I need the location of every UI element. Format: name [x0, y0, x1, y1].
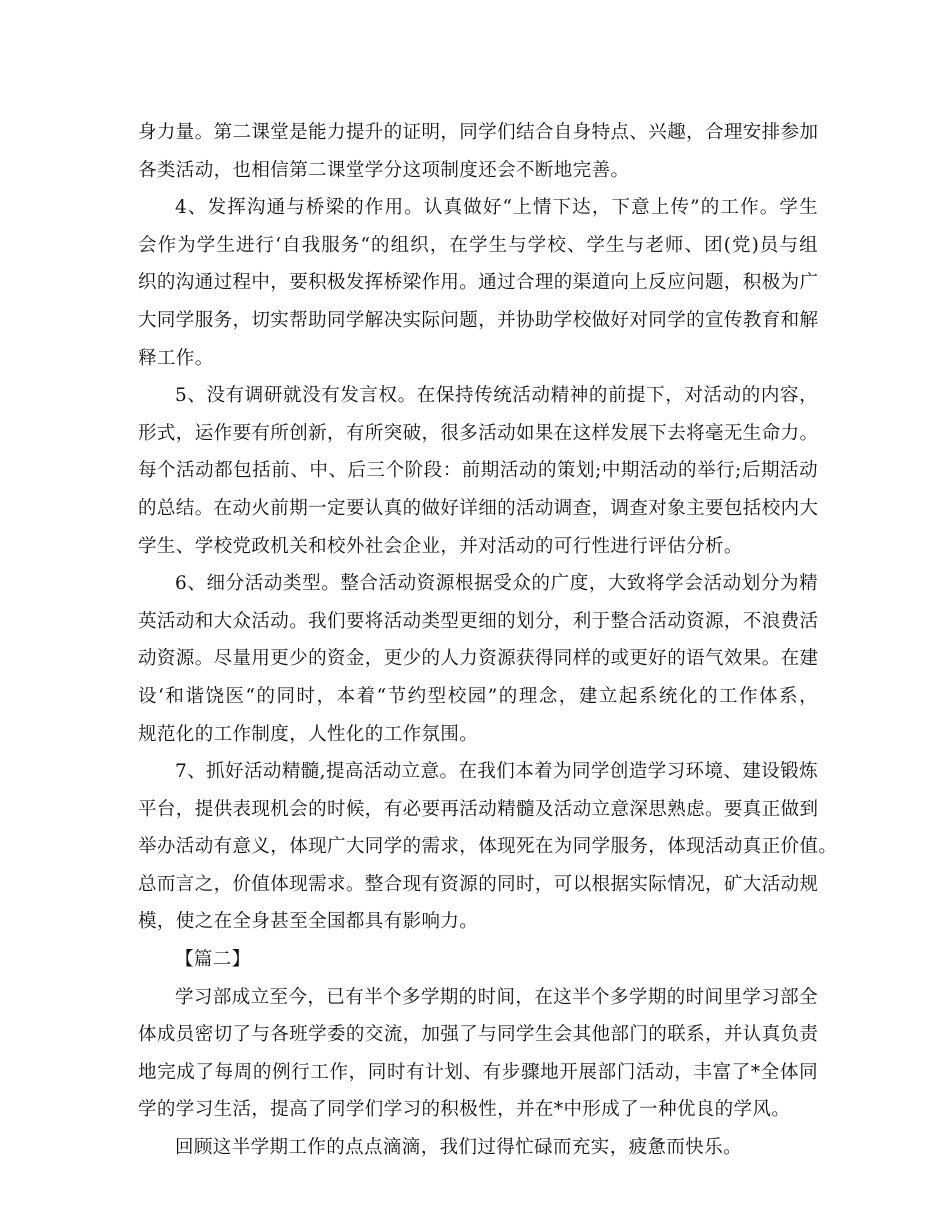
text-line: 形式，运作要有所创新，有所突破，很多活动如果在这样发展下去将毫无生命力。	[138, 422, 819, 444]
text-line: 的总结。在动火前期一定要认真的做好详细的活动调查，调查对象主要包括校内大	[138, 497, 819, 519]
text-line: 地完成了每周的例行工作，同时有计划、有步骤地开展部门活动，丰富了*全体同	[138, 1061, 818, 1083]
paragraph-item-6	[138, 565, 818, 753]
text-line: 回顾这半学期工作的点点滴滴，我们过得忙碌而充实，疲惫而快乐。	[175, 1137, 743, 1159]
paragraph-intro	[138, 979, 818, 1129]
text-line: 6、细分活动类型。整合活动资源根据受众的广度，大致将学会活动划分为精	[175, 573, 818, 595]
text-line: 英活动和大众活动。我们要将活动类型更细的划分，利于整合活动资源，不浪费活	[138, 610, 819, 632]
text-line: 模，使之在全身甚至全国都具有影响力。	[138, 911, 479, 933]
paragraph-item-4	[138, 189, 818, 377]
text-line: 织的沟通过程中，要积极发挥桥梁作用。通过合理的渠道向上反应问题，积极为广	[138, 272, 819, 294]
text-line: 7、抓好活动精髓,提高活动立意。在我们本着为同学创造学习环境、建设锻炼	[175, 761, 818, 783]
text-line: 动资源。尽量用更少的资金，更少的人力资源获得同样的或更好的语气效果。在建	[138, 648, 819, 670]
text-line: 各类活动，也相信第二课堂学分这项制度还会不断地完善。	[138, 159, 630, 181]
section-heading: 【篇二】	[175, 949, 251, 971]
paragraph-item-5	[138, 377, 818, 565]
text-line: 举办活动有意义，体现广大同学的需求，体现死在为同学服务，体现活动真正价值。	[138, 836, 838, 858]
text-line: 平台，提供表现机会的时候，有必要再活动精髓及活动立意深思熟虑。要真正做到	[138, 798, 819, 820]
text-line: 5、没有调研就没有发言权。在保持传统活动精神的前提下，对活动的内容，	[175, 385, 818, 407]
text-line: 总而言之，价值体现需求。整合现有资源的同时，可以根据实际情况，矿大活动规	[138, 873, 819, 895]
text-line: 学习部成立至今，已有半个多学期的时间，在这半个多学期的时间里学习部全	[175, 986, 818, 1008]
document-body	[138, 114, 838, 1167]
text-line: 大同学服务，切实帮助同学解决实际问题，并协助学校做好对同学的宣传教育和解	[138, 309, 819, 331]
text-line: 4、发挥沟通与桥梁的作用。认真做好“上情下达，下意上传”的工作。学生	[175, 197, 818, 219]
text-line: 每个活动都包括前、中、后三个阶段：前期活动的策划;中期活动的举行;后期活动	[138, 460, 818, 482]
text-line: 规范化的工作制度，人性化的工作氛围。	[138, 723, 479, 745]
paragraph-continuation	[138, 114, 818, 189]
text-line: 体成员密切了与各班学委的交流，加强了与同学生会其他部门的联系，并认真负责	[138, 1024, 819, 1046]
paragraph-item-7	[138, 753, 838, 941]
text-line: 释工作。	[138, 347, 214, 369]
text-line: 会作为学生进行‘自我服务“的组织，在学生与学校、学生与老师、团(党)员与组	[138, 234, 818, 256]
text-line: 学生、学校党政机关和校外社会企业，并对活动的可行性进行评估分析。	[138, 535, 743, 557]
text-line: 设‘和谐饶医“的同时，本着“节约型校园”的理念，建立起系统化的工作体系，	[138, 685, 818, 707]
text-line: 身力量。第二课堂是能力提升的证明，同学们结合自身特点、兴趣，合理安排参加	[138, 122, 819, 143]
text-line: 学的学习生活，提高了同学们学习的积极性，并在*中形成了一种优良的学风。	[138, 1099, 791, 1121]
paragraph-review	[138, 1129, 818, 1167]
